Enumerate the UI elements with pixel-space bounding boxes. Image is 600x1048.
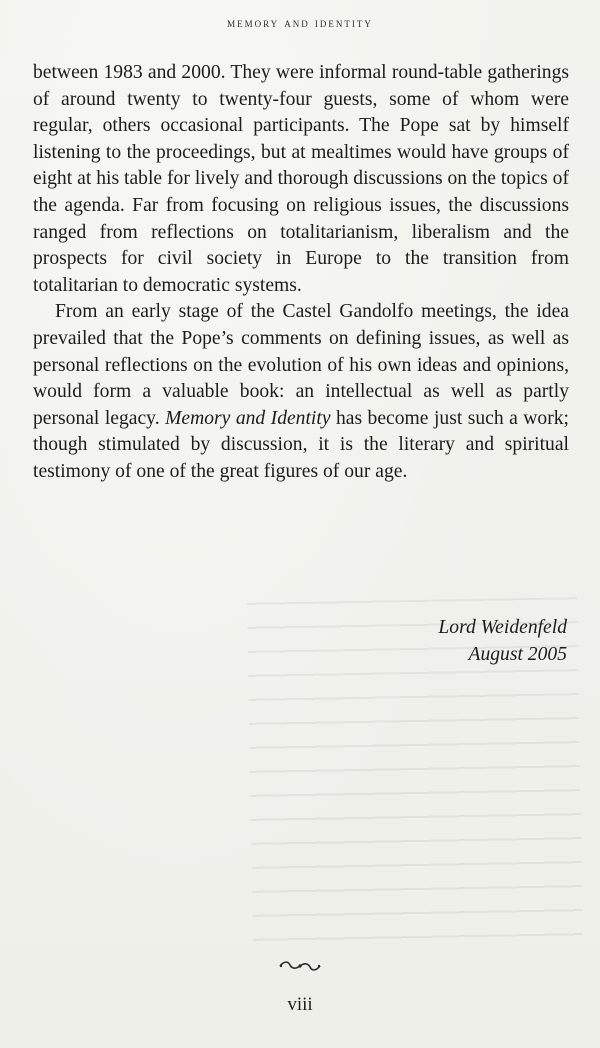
paragraph-2-text-before: From an early stage of the Castel Gandolfo meetings, the idea prevailed that the Pope’s comments on defining issues, as well as personal reflections on the evolution of his own ideas and opinions, would form a valuable book: an intellectual as well as partly personal legacy.	[33, 301, 569, 429]
paragraph-1: between 1983 and 2000. They were informal round-table gatherings of around twenty to twenty-four guests, some of whom were regular, others occasional participants. The Pope sat by himself listening to the proceedings, but at mealtimes would have groups of eight at his table for lively and thorough discussions on the topics of the agenda. Far from focusing on religious issues, the discussions ranged from reflections on totalitarianism, liberalism and the prospects for civil society in Europe to the transition from totalitarian to democratic systems.	[33, 62, 569, 296]
book-title: Memory and Identity	[165, 407, 331, 429]
paragraph-2	[33, 299, 569, 485]
signature-name: Lord Weidenfeld	[438, 617, 567, 638]
fleuron-ornament-icon	[0, 960, 600, 977]
body-text	[33, 60, 569, 486]
signature-date: August 2005	[468, 644, 567, 665]
running-head: memory and identity	[227, 16, 373, 30]
signature-block	[438, 614, 567, 668]
page-number: viii	[287, 994, 313, 1015]
paragraph-2-text-after: has become just such a work; though stimulated by discussion, it is the literary and spiritual testimony of one of the great figures of our age.	[33, 407, 569, 482]
